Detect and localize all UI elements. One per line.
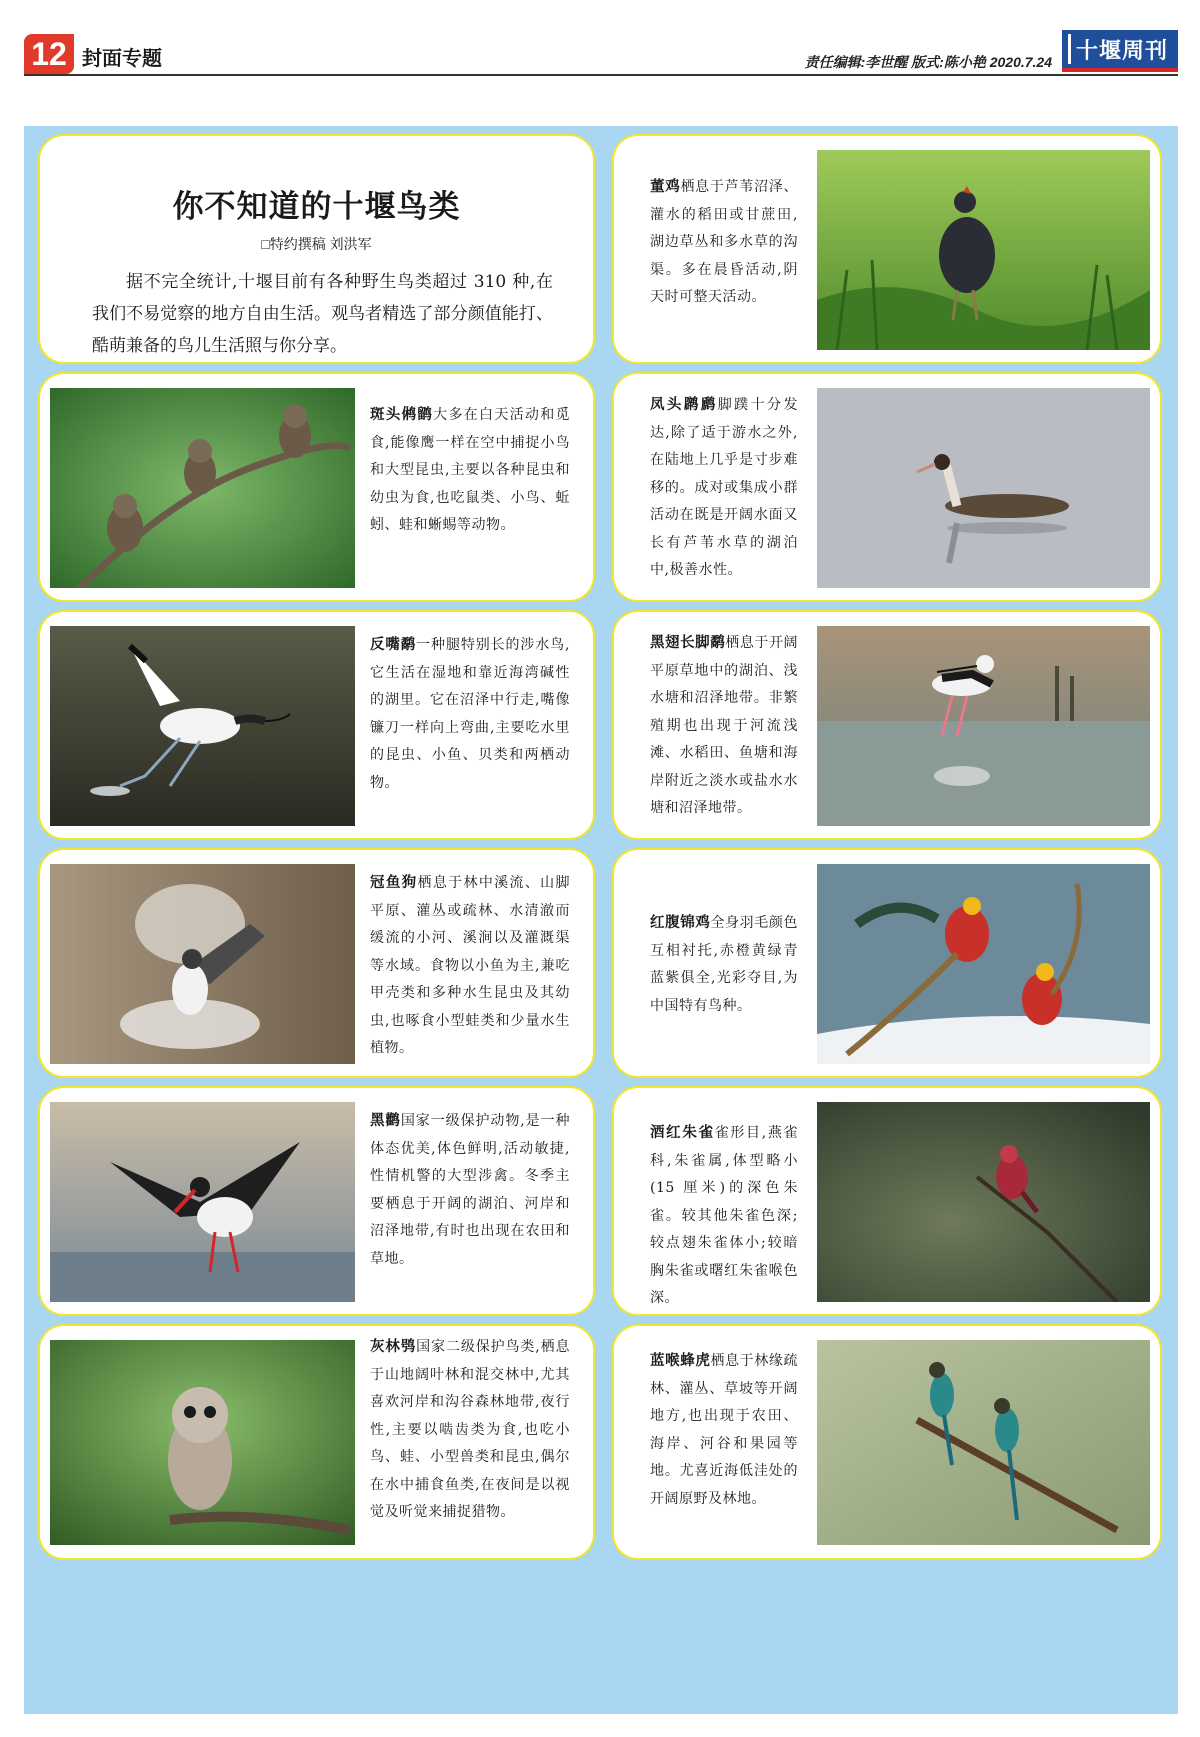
bird-text bbox=[650, 1348, 798, 1513]
bird-name: 反嘴鹬 bbox=[370, 637, 417, 653]
bird-card-bee-eater bbox=[612, 1324, 1162, 1560]
bird-desc: 栖息于开阔平原草地中的湖泊、浅水塘和沼泽地带。非繁殖期也出现于河流浅滩、水稻田、鱼塘和海岸附近之淡水或盐水水塘和沼泽地带。 bbox=[650, 635, 799, 816]
owlet-photo bbox=[50, 388, 355, 588]
bird-desc: 一种腿特别长的涉水鸟,它生活在湿地和靠近海湾碱性的湖里。它在沼泽中行走,嘴像镰刀一样向上弯曲,主要吃水里的昆虫、小鱼、贝类和两栖动物。 bbox=[370, 637, 571, 791]
article-byline: □特约撰稿 刘洪军 bbox=[261, 236, 372, 252]
watercock-photo bbox=[817, 150, 1150, 350]
bird-name: 黑翅长脚鹬 bbox=[650, 635, 726, 651]
bird-text bbox=[650, 1120, 798, 1313]
bird-desc: 大多在白天活动和觅食,能像鹰一样在空中捕捉小鸟和大型昆虫,主要以各种昆虫和幼虫为食,也吃鼠类、小鸟、蚯蚓、蛙和蜥蜴等动物。 bbox=[370, 407, 571, 533]
bird-desc: 栖息于芦苇沼泽、灌水的稻田或甘蔗田,湖边草丛和多水草的沟渠。多在晨昏活动,阴天时可整天活动。 bbox=[650, 179, 799, 305]
bird-desc: 全身羽毛颜色互相衬托,赤橙黄绿青蓝紫俱全,光彩夺目,为中国特有鸟种。 bbox=[650, 915, 799, 1014]
bird-desc: 脚蹼十分发达,除了适于游水之外,在陆地上几乎是寸步难移的。成对或集成小群活动在既是开阔水面又长有芦苇水草的湖泊中,极善水性。 bbox=[650, 397, 798, 578]
bird-text bbox=[650, 392, 798, 585]
bird-text bbox=[370, 632, 570, 797]
article-title: 你不知道的十堰鸟类 bbox=[172, 189, 461, 225]
bird-name: 蓝喉蜂虎 bbox=[650, 1353, 711, 1369]
bird-text bbox=[650, 630, 798, 823]
black-stork-photo bbox=[50, 1102, 355, 1302]
bird-text bbox=[650, 174, 798, 312]
bird-name: 黑鹳 bbox=[370, 1113, 401, 1129]
bird-card-grebe bbox=[612, 372, 1162, 602]
tawny-owl-photo bbox=[50, 1340, 355, 1545]
bird-desc: 栖息于林缘疏林、灌丛、草坡等开阔地方,也出现于农田、海岸、河谷和果园等地。尤喜近海低洼处的开阔原野及林地。 bbox=[650, 1353, 799, 1507]
bird-name: 凤头䴙䴘 bbox=[650, 397, 718, 413]
bird-desc: 国家一级保护动物,是一种体态优美,体色鲜明,活动敏捷,性情机警的大型涉禽。冬季主要栖息于开阔的湖泊、河岸和沼泽地带,有时也出现在农田和草地。 bbox=[370, 1113, 571, 1267]
page-number-badge: 12 bbox=[24, 34, 74, 74]
stilt-photo bbox=[817, 626, 1150, 826]
intro-card bbox=[38, 134, 595, 364]
golden-pheasant-photo bbox=[817, 864, 1150, 1064]
bird-text bbox=[370, 402, 570, 540]
logo-stripe bbox=[1068, 34, 1071, 64]
page-header bbox=[0, 0, 1200, 80]
avocet-photo bbox=[50, 626, 355, 826]
bird-text bbox=[370, 870, 570, 1063]
bird-card-rosefinch bbox=[612, 1086, 1162, 1316]
bird-name: 酒红朱雀 bbox=[650, 1125, 715, 1141]
bird-name: 冠鱼狗 bbox=[370, 875, 418, 891]
header-divider bbox=[24, 74, 1178, 76]
bird-text bbox=[650, 910, 798, 1020]
bird-desc: 国家二级保护鸟类,栖息于山地阔叶林和混交林中,尤其喜欢河岸和沟谷森林地带,夜行性,主要以啮齿类为食,也吃小鸟、蛙、小型兽类和昆虫,偶尔在水中捕食鱼类,在夜间是以视觉及听觉来捕捉猎物。 bbox=[370, 1339, 571, 1520]
rosefinch-photo bbox=[817, 1102, 1150, 1302]
bird-card-owlet bbox=[38, 372, 595, 602]
feature-panel bbox=[24, 126, 1178, 1714]
brand-logo bbox=[1062, 30, 1178, 72]
bird-card-tawny-owl bbox=[38, 1324, 595, 1560]
section-title: 封面专题 bbox=[82, 48, 162, 70]
bird-card-pheasant bbox=[612, 848, 1162, 1078]
bird-card-black-stork bbox=[38, 1086, 595, 1316]
editor-info: 责任编辑:李世醒 版式:陈小艳 2020.7.24 bbox=[804, 54, 1052, 70]
kingfisher-photo bbox=[50, 864, 355, 1064]
article-intro: 据不完全统计,十堰目前有各种野生鸟类超过 310 种,在我们不易觉察的地方自由生活。观鸟者精选了部分颜值能打、酷萌兼备的鸟儿生活照与你分享。 bbox=[92, 272, 553, 356]
brand-name: 十堰周刊 bbox=[1076, 38, 1169, 64]
bird-card-kingfisher bbox=[38, 848, 595, 1078]
bird-card-watercock bbox=[612, 134, 1162, 364]
bird-name: 灰林鸮 bbox=[370, 1339, 417, 1355]
bird-desc: 栖息于林中溪流、山脚平原、灌丛或疏林、水清澈而缓流的小河、溪涧以及灌溉渠等水域。食物以小鱼为主,兼吃甲壳类和多种水生昆虫及其幼虫,也啄食小型蛙类和少量水生植物。 bbox=[370, 875, 570, 1056]
grebe-photo bbox=[817, 388, 1150, 588]
bird-desc: 雀形目,燕雀科,朱雀属,体型略小(15 厘米)的深色朱雀。较其他朱雀色深;较点翅朱雀体小;较暗胸朱雀或曙红朱雀喉色深。 bbox=[650, 1125, 798, 1306]
bee-eater-photo bbox=[817, 1340, 1150, 1545]
bird-text bbox=[370, 1108, 570, 1273]
bird-card-stilt bbox=[612, 610, 1162, 840]
bird-card-avocet bbox=[38, 610, 595, 840]
bird-name: 斑头鸺鹠 bbox=[370, 407, 434, 423]
bird-text bbox=[370, 1334, 570, 1527]
bird-name: 红腹锦鸡 bbox=[650, 915, 711, 931]
bird-name: 董鸡 bbox=[650, 179, 681, 195]
